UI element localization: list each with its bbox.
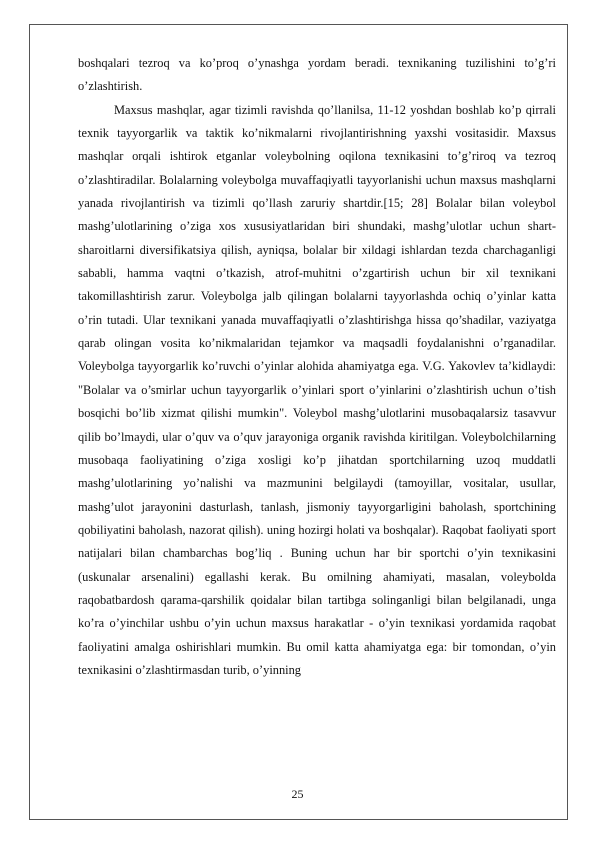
body-text <box>78 52 556 682</box>
paragraph-main: Maxsus mashqlar, agar tizimli ravishda qo’llanilsa, 11-12 yoshdan boshlab ko’p qirrali texnik tayyorgarlik va taktik ko’nikmalarni rivojlantirishning yaxshi vositasidir. Maxsus mashqlar orqali ishtirok etganlar voleybolning oqilona texnikasini to’g’riroq va tezroq o’zlashtiradilar. Bolalarning voleybolga muvaffaqiyatli tayyorlanishi uchun maxsus mashqlarni yanada rivojlantirish va tizimli qo’llash zaruriy shartdir.[15; 28] Bolalar bilan voleybol mashg’ulotlarining o’ziga xos xususiyatlaridan biri shundaki, mashg’ulotlar uchun shart-sharoitlarni diversifikatsiya qilish, ayniqsa, bolalar bir xildagi ishlardan tezda charchaganligi sababli, hamma vaqtni o’tkazish, atrof-muhitni o’zgartirish uchun bir xil texnikani takomillashtirish zarur. Voleybolga jalb qilingan bolalarni tayyorlashda ochiq o’yinlar katta o’rin tutadi. Ular texnikani yanada muvaffaqiyatli o’zlashtirishga hissa qo’shadilar, vaziyatga qarab olingan vosita ko’nikmalaridan tejamkor va maqsadli foydalanishni o’rganadilar. Voleybolga tayyorgarlik ko’ruvchi o’yinlar alohida ahamiyatga ega. V.G. Yakovlev ta’kidlaydi: "Bolalar va o’smirlar uchun tayyorgarlik o’yinlari sport o’yinlarini o’zlashtirish uchun o’tish bosqichi bo’lib xizmat qilishi mumkin". Voleybol mashg’ulotlarini musobaqalarsiz tasavvur qilib bo’lmaydi, ular o’quv va o’quv jarayoniga organik ravishda kiritilgan. Voleybolchilarning musobaqa faoliyatining o’ziga xosligi ko’p jihatdan sportchilarning uzoq muddatli mashg’ulotlarining yo’nalishi va mazmunini belgilaydi (tamoyillar, vositalar, usullar, mashg’ulot jarayonini dasturlash, tanlash, jismoniy tayyorgarligini baholash, sportchining qobiliyatini baholash, nazorat qilish). uning hozirgi holati va boshqalar). Raqobat faoliyati sport natijalari bilan chambarchas bog’liq . Buning uchun har bir sportchi o’yin texnikasini (uskunalar arsenalini) egallashi kerak. Bu omilning ahamiyati, masalan, voleybolda raqobatbardosh qarama-qarshilik qoidalar bilan tartibga solinganligi bilan belgilanadi, unga ko’ra o’yinchilar ushbu o’yin uchun maxsus harakatlar - o’yin texnikasi yordamida raqobat faoliyatini amalga oshirishlari mumkin. Bu omil katta ahamiyatga ega: bir tomondan, o’yin texnikasini o’zlashtirmasdan turib, o’yinning <box>78 102 556 677</box>
paragraph-continuation: boshqalari tezroq va ko’proq o’ynashga yordam beradi. texnikaning tuzilishini to’g’ri o’zlashtirish. <box>78 56 556 94</box>
page-number: 25 <box>291 787 304 801</box>
